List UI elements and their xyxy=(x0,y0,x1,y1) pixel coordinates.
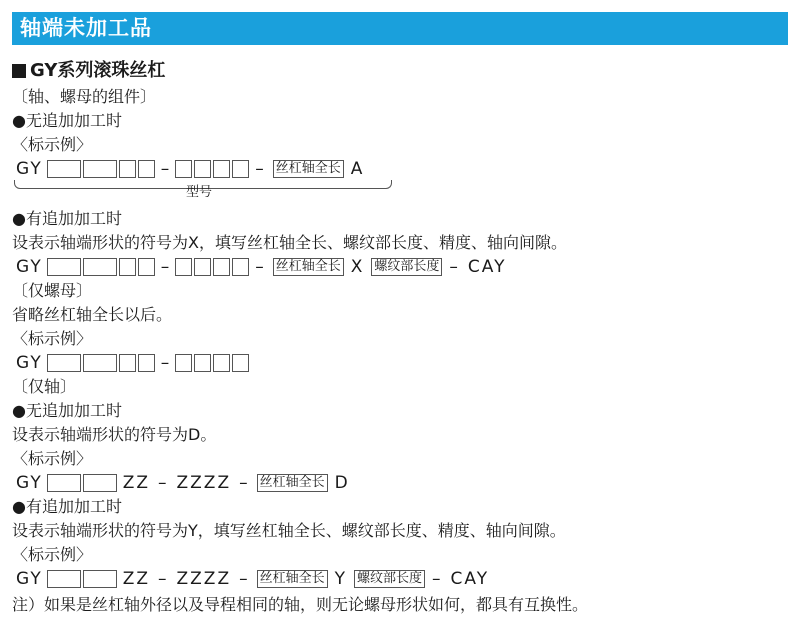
code-prefix: GY xyxy=(16,569,43,589)
shaft-length-tag: 丝杠轴全长 xyxy=(257,474,328,492)
section-title: GY系列滚珠丝杠 xyxy=(30,60,166,81)
text-line: 〈标示例〉 xyxy=(12,449,93,468)
blank-box xyxy=(232,354,249,372)
text-line: 〔仅轴〕 xyxy=(12,377,77,396)
code-suffix: X xyxy=(350,257,365,277)
blank-box xyxy=(175,258,192,276)
thread-length-tag: 螺纹部长度 xyxy=(371,258,442,276)
code-prefix: GY xyxy=(16,257,43,277)
shaft-length-tag: 丝杠轴全长 xyxy=(273,258,344,276)
code-dash: – xyxy=(255,257,266,277)
code-example-row xyxy=(12,256,510,278)
code-example-row xyxy=(12,568,493,590)
model-label: 型号 xyxy=(186,185,213,200)
code-suffix: Y xyxy=(334,569,348,589)
code-dash: – xyxy=(160,353,172,373)
blank-box xyxy=(194,258,211,276)
code-example-row xyxy=(12,352,251,374)
text-line: ●有追加加工时 xyxy=(12,209,122,228)
page-title: 轴端未加工品 xyxy=(12,12,788,45)
blank-box xyxy=(138,354,155,372)
blank-box xyxy=(47,258,81,276)
text-line: 设表示轴端形状的符号为D。 xyxy=(12,425,217,444)
code-segment: ZZ xyxy=(122,569,151,589)
text-line: 设表示轴端形状的符号为Y，填写丝杠轴全长、螺纹部长度、精度、轴向间隙。 xyxy=(12,521,566,540)
blank-box xyxy=(232,160,249,178)
blank-box xyxy=(47,160,81,178)
blank-box xyxy=(119,258,136,276)
code-dash: – xyxy=(158,569,169,589)
blank-box xyxy=(138,258,155,276)
text-line: ●无追加加工时 xyxy=(12,111,122,130)
thread-length-tag: 螺纹部长度 xyxy=(354,570,425,588)
blank-box xyxy=(47,354,81,372)
footnote: 注）如果是丝杠轴外径以及导程相同的轴，则无论螺母形状如何，都具有互换性。 xyxy=(12,595,589,614)
code-dash: – xyxy=(432,569,443,589)
text-line: ●无追加加工时 xyxy=(12,401,122,420)
blank-box xyxy=(83,474,117,492)
code-suffix: CAY xyxy=(467,257,507,277)
blank-box xyxy=(47,570,81,588)
blank-box xyxy=(175,354,192,372)
square-bullet-icon xyxy=(12,64,26,78)
shaft-length-tag: 丝杠轴全长 xyxy=(257,570,328,588)
blank-box xyxy=(47,474,81,492)
blank-box xyxy=(138,160,155,178)
blank-box xyxy=(83,258,117,276)
code-prefix: GY xyxy=(16,159,43,179)
code-dash: – xyxy=(449,257,460,277)
shaft-length-tag: 丝杠轴全长 xyxy=(273,160,344,178)
code-segment: ZZ xyxy=(122,473,151,493)
text-line: 〈标示例〉 xyxy=(12,329,93,348)
code-segment: ZZZZ xyxy=(176,473,232,493)
blank-box xyxy=(194,354,211,372)
blank-box xyxy=(232,258,249,276)
code-dash: – xyxy=(160,159,172,179)
text-line: 〔轴、螺母的组件〕 xyxy=(12,87,157,106)
code-suffix: CAY xyxy=(450,569,490,589)
code-example-row xyxy=(12,472,354,494)
code-suffix: D xyxy=(334,473,350,493)
blank-box xyxy=(194,160,211,178)
blank-box xyxy=(83,160,117,178)
text-line: ●有追加加工时 xyxy=(12,497,122,516)
blank-box xyxy=(83,570,117,588)
code-dash: – xyxy=(160,257,172,277)
blank-box xyxy=(213,258,230,276)
code-dash: – xyxy=(239,473,250,493)
blank-box xyxy=(213,354,230,372)
section-heading xyxy=(12,58,165,84)
blank-box xyxy=(213,160,230,178)
text-line: 设表示轴端形状的符号为X，填写丝杠轴全长、螺纹部长度、精度、轴向间隙。 xyxy=(12,233,567,252)
code-prefix: GY xyxy=(16,473,43,493)
blank-box xyxy=(119,160,136,178)
code-example-row xyxy=(12,158,368,180)
blank-box xyxy=(83,354,117,372)
blank-box xyxy=(119,354,136,372)
code-suffix: A xyxy=(350,159,365,179)
code-dash: – xyxy=(239,569,250,589)
code-dash: – xyxy=(158,473,169,493)
text-line: 〈标示例〉 xyxy=(12,135,93,154)
code-segment: ZZZZ xyxy=(176,569,232,589)
code-dash: – xyxy=(255,159,266,179)
text-line: 〈标示例〉 xyxy=(12,545,93,564)
blank-box xyxy=(175,160,192,178)
code-prefix: GY xyxy=(16,353,43,373)
text-line: 省略丝杠轴全长以后。 xyxy=(12,305,173,324)
text-line: 〔仅螺母〕 xyxy=(12,281,93,300)
